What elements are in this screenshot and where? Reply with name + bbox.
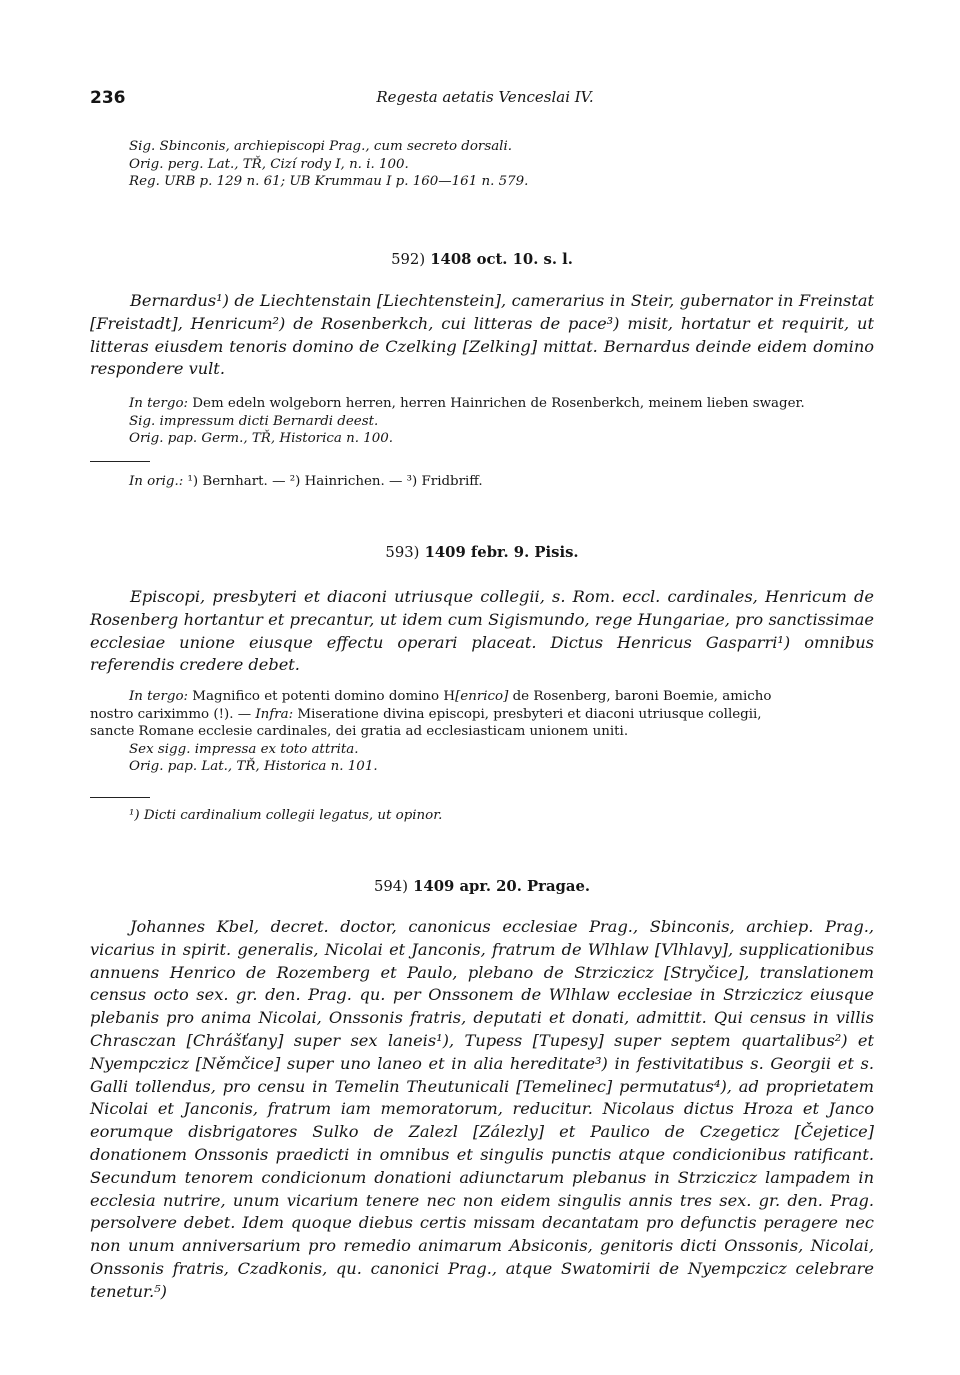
infra-text: Miseratione divina episcopi, presbyteri et diaconi utriusque collegii,	[293, 706, 762, 722]
entry-date: 1409 febr. 9. Pisis.	[424, 544, 579, 561]
entry-number: 594)	[373, 878, 408, 895]
readings-text: ¹) Bernhart. — ²) Hainrichen. — ³) Fridbriff.	[187, 474, 483, 489]
entry-date: 1408 oct. 10. s. l.	[430, 251, 573, 268]
entry-apparatus-593	[90, 688, 874, 776]
original-readings-592	[90, 473, 913, 491]
running-head	[90, 88, 880, 112]
footnote-1: ¹) Dicti cardinalium collegii legatus, ut opinor.	[129, 808, 443, 823]
regest-text: Johannes Kbel, decret. doctor, canonicus ecclesiae Prag., Sbinconis, archiep. Prag., vicarius in spirit. generalis, Nicolai et Janconis, fratrum de Wlhlaw [Vlhlavy], supplicationibus annuens Henrico de Rozemberg et Paulo, plebano de Strziczicz [Stryčice], translationem census octo sex. gr. den. Prag. qu. per Onssonem de Wlhlaw ecclesiae in Strziczicz eiusque plebanis pro anima Nicolai, Onssonis fratris, deputati et donati, admittit. Qui census in villis Chrasczan [Chrášťany] super sex laneis¹), Tupess [Tupesy] super septem quartalibus²) et Nyempczicz [Němčice] super uno laneo et in alia hereditate³) in festivitatibus s. Georgii et s. Galli tollendus, pro censu in Temelin Theutunicali [Temelinec] permutatus⁴), ad proprietatem Nicolai et Janconis, fratrum iam memoratorum, reducitur. Nicolaus dictus Hroza et Janco eorumque disbrigatores Sulko de Zalezl [Zálezly] et Paulico de Czegeticz [Čejetice] donationem Onssonis praedicti in omnibus et singulis punctis atque condicionibus ratificant. Secundum tenorem condicionum donationi adiunctarum plebanus in Strziczicz lampadem in ecclesia nutrire, unum vicarium tenere nec non eidem singulis annis tres sex. gr. den. Prag. persolvere debet. Idem quoque diebus certis missam decantatam pro defunctis peragere nec non unum anniversarium pro remedio animarum Absiconis, genitoris dicti Onssonis, Nicolai, Onssonis fratris, Czadkonis, qu. canonici Prag., atque Swatomirii de Nyempczicz celebrare tenetur.⁵)	[90, 917, 874, 1301]
tergo-label: In tergo:	[129, 689, 189, 704]
regest-text: Bernardus¹) de Liechtenstain [Liechtenstein], camerarius in Steir, gubernator in Freinstat [Freistadt], Henricum²) de Rosenberkch, cui litteras de pace³) misit, hortatur et requirit, ut litteras eiusdem tenoris domino de Czelking [Zelking] mittat. Bernardus deinde eidem domino respondere vult.	[90, 291, 874, 379]
tergo-line-1	[90, 688, 874, 706]
entry-number: 592)	[391, 251, 426, 268]
entry-number: 593)	[385, 544, 420, 561]
previous-entry-tail	[90, 138, 913, 191]
tergo-line	[129, 395, 913, 413]
sigillum-line: Sex sigg. impressa ex toto attrita.	[129, 741, 359, 757]
original-line: Orig. pap. Lat., TŘ, Historica n. 101.	[129, 759, 378, 774]
sigillum-line: Sig. impressum dicti Bernardi deest.	[129, 413, 379, 429]
original-line: Orig. perg. Lat., TŘ, Cizí rody I, n. i. 100.	[129, 156, 409, 172]
footnote-rule	[90, 461, 150, 462]
regest-text: Episcopi, presbyteri et diaconi utriusque collegii, s. Rom. eccl. cardinales, Henricum de Rosenberg hortantur et precantur, ut idem cum Sigismundo, rege Hungariae, pro sanctissimae ecclesiae unione eiusque effectu operari placeat. Dictus Henricus Gasparri¹) omnibus referendis credere debet.	[90, 587, 874, 675]
tergo-line-2	[90, 706, 874, 724]
entry-regest-594	[90, 916, 874, 1304]
infra-label: Infra:	[255, 706, 294, 722]
entry-regest-592	[90, 290, 874, 381]
entry-regest-593	[90, 586, 874, 677]
readings-label: In orig.:	[129, 474, 184, 489]
entry-apparatus-592	[90, 395, 913, 448]
tergo-text: nostro cariximmo (!). —	[90, 706, 256, 722]
entry-heading-592	[90, 251, 874, 268]
sigillum-line: Sig. Sbinconis, archiepiscopi Prag., cum secreto dorsali.	[129, 139, 513, 154]
tergo-line-3: sancte Romane ecclesie cardinales, dei gratia ad ecclesiasticam unionem uniti.	[90, 724, 629, 739]
original-readings-line	[129, 473, 913, 491]
original-line: Orig. pap. Germ., TŘ, Historica n. 100.	[129, 431, 394, 446]
tergo-text: de Rosenberg, baroni Boemie, amicho	[508, 689, 772, 704]
tergo-label: In tergo:	[129, 396, 189, 411]
footnote-rule	[90, 797, 150, 798]
register-line: Reg. URB p. 129 n. 61; UB Krummau I p. 160—161 n. 579.	[129, 174, 529, 189]
tergo-supplement: [enrico]	[455, 689, 509, 704]
tergo-text: Magnifico et potenti domino domino H	[192, 689, 456, 704]
entry-heading-594	[90, 878, 874, 895]
tergo-text: Dem edeln wolgeborn herren, herren Hainrichen de Rosenberkch, meinem lieben swager.	[192, 396, 805, 411]
entry-heading-593	[90, 544, 874, 561]
entry-date: 1409 apr. 20. Pragae.	[413, 878, 591, 895]
page-number: 236	[90, 88, 126, 108]
footnotes-593	[90, 807, 913, 825]
running-title: Regesta aetatis Venceslai IV.	[376, 88, 594, 106]
